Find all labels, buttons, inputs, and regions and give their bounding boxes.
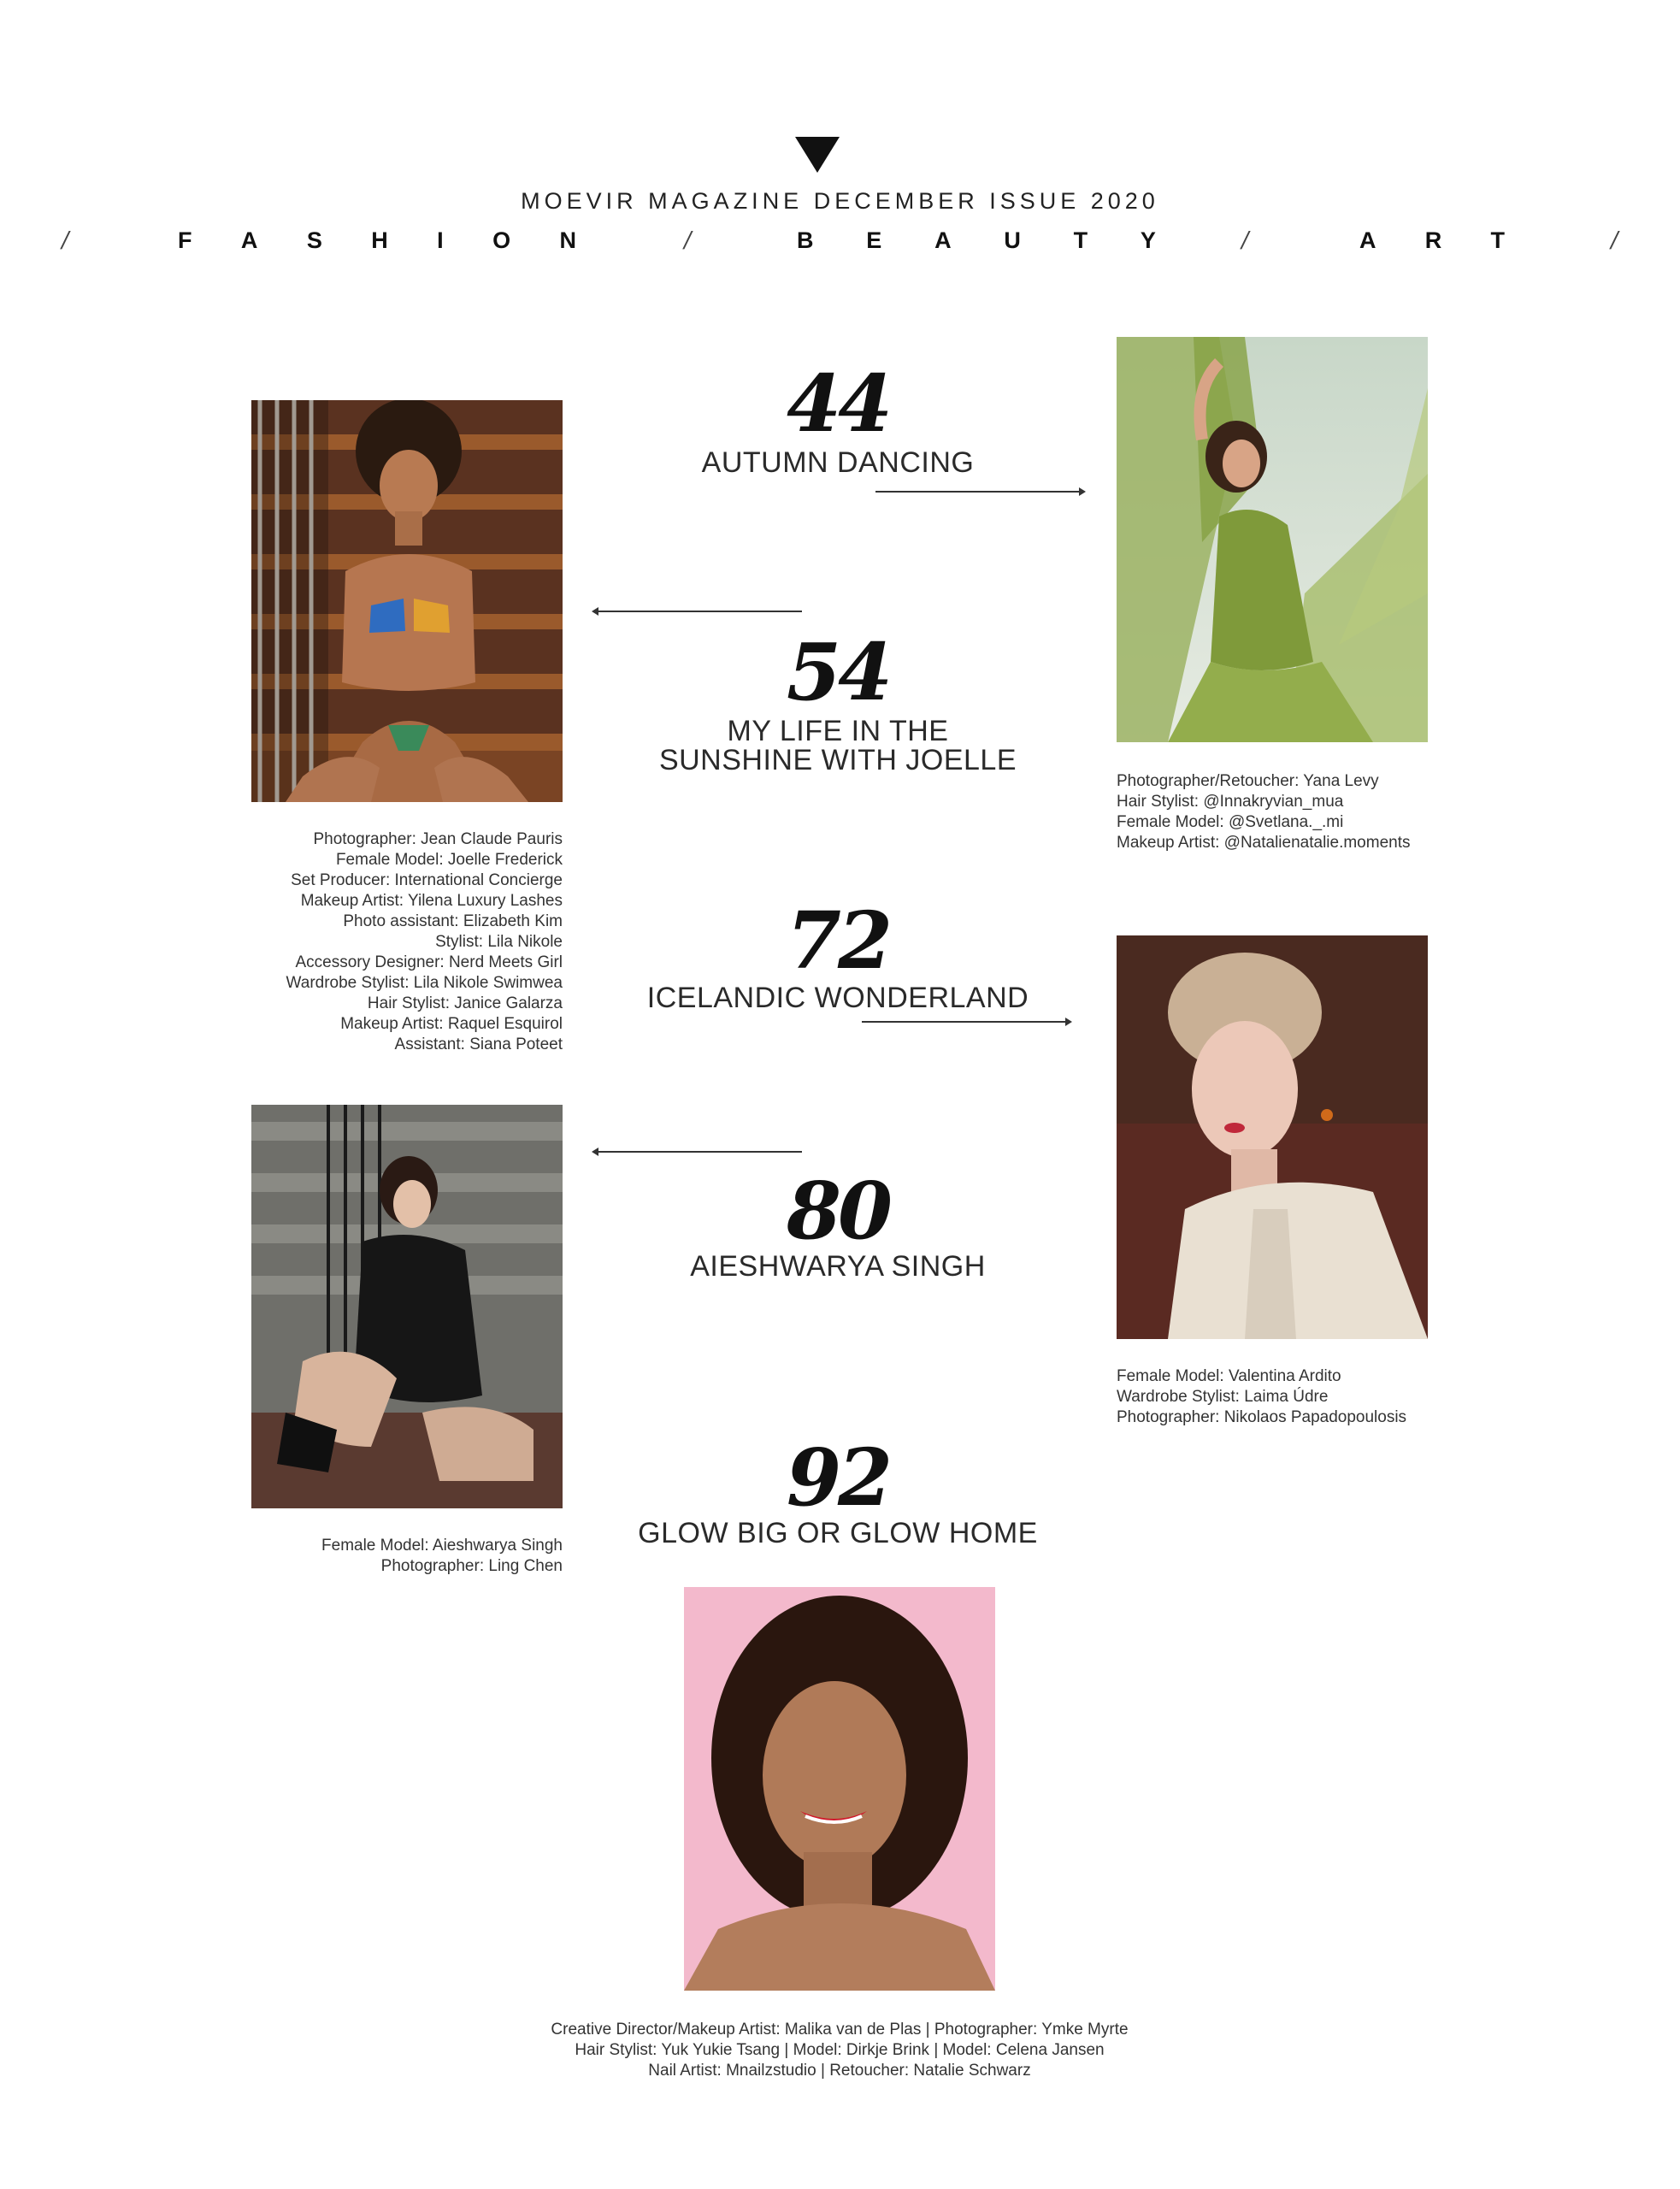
nav-letter: N — [559, 227, 576, 253]
nav-letter: S — [306, 227, 322, 253]
photo-sunshine-joelle[interactable] — [251, 400, 563, 802]
credit-line: Wardrobe Stylist: Laima Údre — [1117, 1388, 1329, 1406]
arrow-left-icon — [593, 1151, 802, 1153]
nav-letter: E — [866, 227, 882, 253]
story-page-number: 54 — [786, 626, 890, 718]
story-page-number: 72 — [786, 894, 890, 987]
section-nav — [0, 227, 1680, 262]
nav-separator: / — [59, 227, 72, 253]
nav-separator: / — [681, 227, 694, 253]
nav-separator: / — [1239, 227, 1252, 253]
nav-letter: A — [934, 227, 952, 253]
nav-letter: F — [178, 227, 192, 253]
triangle-down-icon — [795, 137, 840, 173]
nav-letter: Y — [1140, 227, 1156, 253]
photo-autumn-dancing[interactable] — [1117, 337, 1428, 742]
credits-aieshwarya-singh — [221, 1536, 563, 1577]
issue-title: MOEVIR MAGAZINE DECEMBER ISSUE 2020 — [521, 188, 1159, 214]
nav-letter: O — [492, 227, 511, 253]
credit-line: Assistant: Siana Poteet — [394, 1035, 563, 1053]
credit-line: Photographer/Retoucher: Yana Levy — [1117, 772, 1379, 790]
story-title-line: ICELANDIC WONDERLAND — [646, 982, 1029, 1014]
credit-line: Female Model: Aieshwarya Singh — [321, 1537, 563, 1555]
nav-separator: / — [1608, 227, 1621, 253]
photo-glow-big[interactable] — [684, 1587, 995, 1991]
arrow-right-icon — [875, 491, 1084, 493]
nav-letter: U — [1004, 227, 1021, 253]
story-title-line: GLOW BIG OR GLOW HOME — [638, 1517, 1038, 1549]
credit-line: Photo assistant: Elizabeth Kim — [343, 912, 563, 930]
nav-item-fashion[interactable] — [178, 227, 576, 258]
nav-letter: R — [1424, 227, 1442, 253]
story-title-line: AUTUMN DANCING — [701, 446, 975, 479]
credit-line: Photographer: Jean Claude Pauris — [313, 830, 563, 848]
nav-item-art[interactable] — [1359, 227, 1505, 258]
credit-line: Hair Stylist: Janice Galarza — [367, 994, 563, 1012]
credits-sunshine-joelle — [221, 829, 563, 1055]
credit-line: Photographer: Nikolaos Papadopoulosis — [1117, 1408, 1407, 1426]
story-title[interactable] — [624, 1519, 1052, 1548]
story-title[interactable] — [624, 717, 1052, 775]
credit-line: Set Producer: International Concierge — [291, 871, 563, 889]
story-title[interactable] — [624, 983, 1052, 1012]
credit-line: Stylist: Lila Nikole — [435, 933, 563, 951]
nav-letter: T — [1490, 227, 1505, 253]
story-title-line: AIESHWARYA SINGH — [690, 1250, 986, 1283]
story-title[interactable] — [624, 448, 1052, 477]
credit-line: Hair Stylist: Yuk Yukie Tsang | Model: Dirkje Brink | Model: Celena Jansen — [575, 2041, 1105, 2059]
story-title-line: MY LIFE IN THE — [727, 715, 949, 747]
credit-line: Female Model: Joelle Frederick — [335, 851, 563, 869]
credit-line: Female Model: Valentina Ardito — [1117, 1367, 1341, 1385]
story-page-number: 92 — [786, 1431, 890, 1524]
credit-line: Hair Stylist: @Innakryvian_mua — [1117, 793, 1344, 811]
credit-line: Makeup Artist: Yilena Luxury Lashes — [300, 892, 563, 910]
nav-item-beauty[interactable] — [797, 227, 1156, 258]
credit-line: Creative Director/Makeup Artist: Malika van de Plas | Photographer: Ymke Myrte — [551, 2021, 1129, 2039]
credit-line: Nail Artist: Mnailzstudio | Retoucher: Natalie Schwarz — [648, 2062, 1031, 2080]
nav-letter: A — [1359, 227, 1376, 253]
story-page-number: 80 — [786, 1165, 890, 1257]
nav-letter: A — [240, 227, 258, 253]
credit-line: Wardrobe Stylist: Lila Nikole Swimwea — [286, 974, 563, 992]
photo-icelandic-wonderland[interactable] — [1117, 935, 1428, 1339]
photo-aieshwarya-singh[interactable] — [251, 1105, 563, 1508]
story-title-line: SUNSHINE WITH JOELLE — [658, 744, 1017, 776]
nav-letter: B — [797, 227, 814, 253]
story-title[interactable] — [624, 1252, 1052, 1281]
credit-line: Accessory Designer: Nerd Meets Girl — [295, 953, 563, 971]
story-page-number: 44 — [786, 357, 890, 450]
arrow-right-icon — [862, 1021, 1070, 1023]
nav-letter: T — [1073, 227, 1088, 253]
nav-letter: I — [437, 227, 444, 253]
credits-autumn-dancing — [1117, 771, 1476, 853]
credit-line: Female Model: @Svetlana._.mi — [1117, 813, 1344, 831]
credit-line: Makeup Artist: @Natalienatalie.moments — [1117, 834, 1411, 852]
credits-icelandic-wonderland — [1117, 1366, 1476, 1428]
nav-letter: H — [371, 227, 388, 253]
credit-line: Makeup Artist: Raquel Esquirol — [340, 1015, 563, 1033]
arrow-left-icon — [593, 611, 802, 612]
credits-glow-big — [412, 2020, 1267, 2081]
credit-line: Photographer: Ling Chen — [380, 1557, 563, 1575]
